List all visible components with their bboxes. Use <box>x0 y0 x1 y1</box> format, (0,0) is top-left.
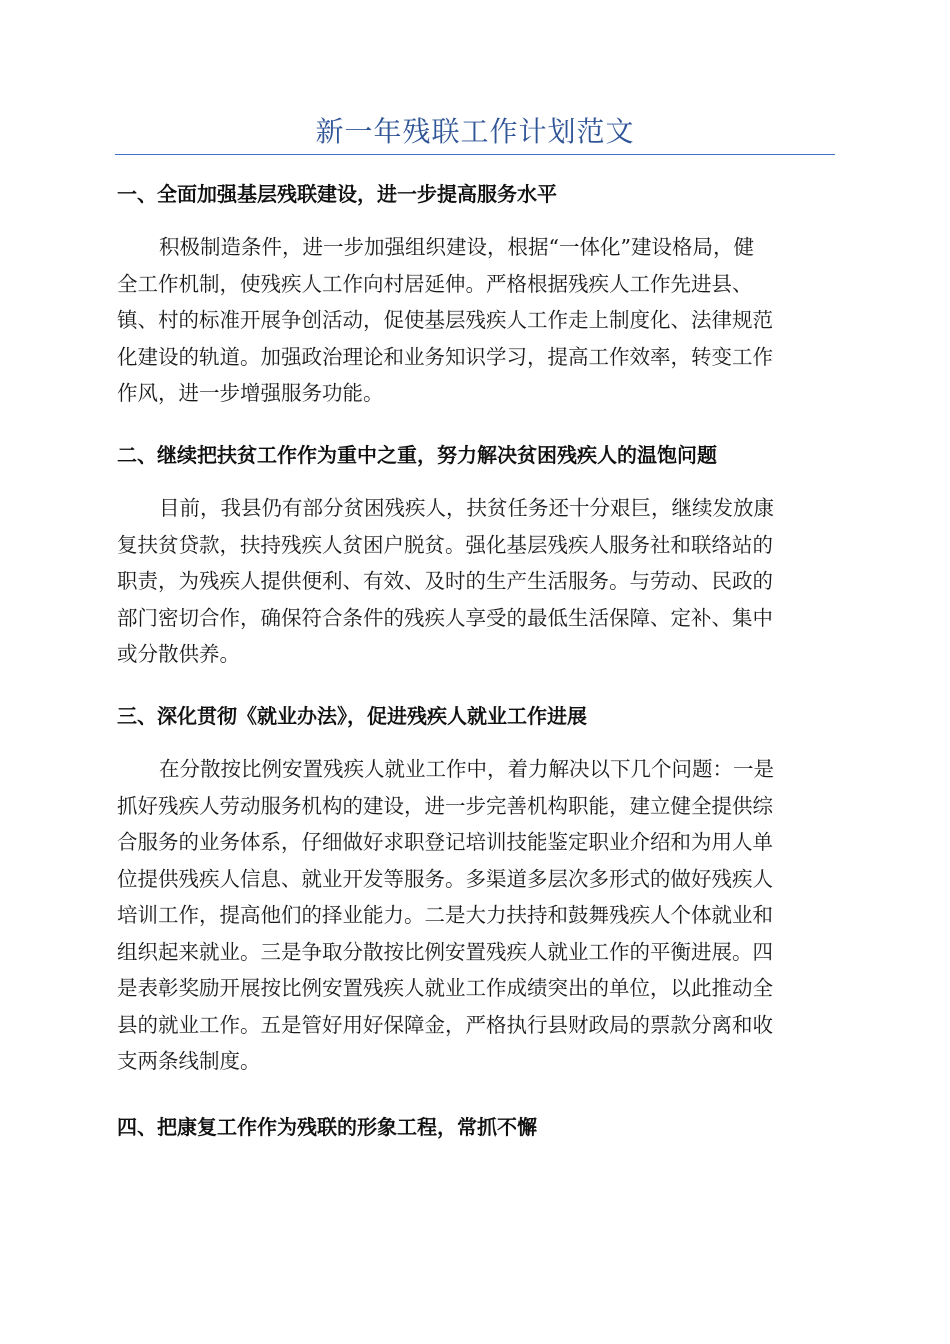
paragraph-line: 职责，为残疾人提供便利、有效、及时的生产生活服务。与劳动、民政的 <box>117 569 773 593</box>
paragraph-line: 是表彰奖励开展按比例安置残疾人就业工作成绩突出的单位，以此推动全 <box>117 976 773 1000</box>
section-heading-2: 二、继续把扶贫工作作为重中之重，努力解决贫困残疾人的温饱问题 <box>117 443 717 467</box>
section-paragraph-3 <box>117 751 833 1080</box>
paragraph-line: 目前，我县仍有部分贫困残疾人，扶贫任务还十分艰巨，继续发放康 <box>159 496 774 520</box>
paragraph-line: 合服务的业务体系，仔细做好求职登记培训技能鉴定职业介绍和为用人单 <box>117 830 773 854</box>
paragraph-line: 组织起来就业。三是争取分散按比例安置残疾人就业工作的平衡进展。四 <box>117 939 773 964</box>
paragraph-line: 在分散按比例安置残疾人就业工作中，着力解决以下几个问题：一是 <box>159 757 774 781</box>
document-title: 新一年残联工作计划范文 <box>315 115 635 148</box>
paragraph-line: 化建设的轨道。加强政治理论和业务知识学习，提高工作效率，转变工作 <box>117 344 773 369</box>
section-paragraph-2 <box>117 490 833 673</box>
paragraph-line: 全工作机制，使残疾人工作向村居延伸。严格根据残疾人工作先进县、 <box>117 271 753 296</box>
title-underline <box>115 154 835 155</box>
section-heading-3: 三、深化贯彻《就业办法》，促进残疾人就业工作进展 <box>117 704 587 728</box>
paragraph-line: 积极制造条件，进一步加强组织建设，根据“一体化”建设格局，健 <box>159 235 754 259</box>
paragraph-line: 镇、村的标准开展争创活动，促使基层残疾人工作走上制度化、法律规范 <box>117 308 773 332</box>
paragraph-line: 县的就业工作。五是管好用好保障金，严格执行县财政局的票款分离和收 <box>117 1012 773 1037</box>
paragraph-line: 或分散供养。 <box>117 642 240 666</box>
section-heading-4: 四、把康复工作作为残联的形象工程，常抓不懈 <box>117 1115 537 1139</box>
paragraph-line: 复扶贫贷款，扶持残疾人贫困户脱贫。强化基层残疾人服务社和联络站的 <box>117 532 773 557</box>
section-heading-1: 一、全面加强基层残联建设，进一步提高服务水平 <box>117 182 557 206</box>
paragraph-line: 抓好残疾人劳动服务机构的建设，进一步完善机构职能，建立健全提供综 <box>117 793 773 818</box>
paragraph-line: 培训工作，提高他们的择业能力。二是大力扶持和鼓舞残疾人个体就业和 <box>117 903 773 927</box>
section-paragraph-1 <box>117 229 833 412</box>
paragraph-line: 部门密切合作，确保符合条件的残疾人享受的最低生活保障、定补、集中 <box>117 605 773 630</box>
paragraph-line: 支两条线制度。 <box>117 1049 261 1073</box>
paragraph-line: 作风，进一步增强服务功能。 <box>117 381 384 405</box>
paragraph-line: 位提供残疾人信息、就业开发等服务。多渠道多层次多形式的做好残疾人 <box>117 866 773 891</box>
